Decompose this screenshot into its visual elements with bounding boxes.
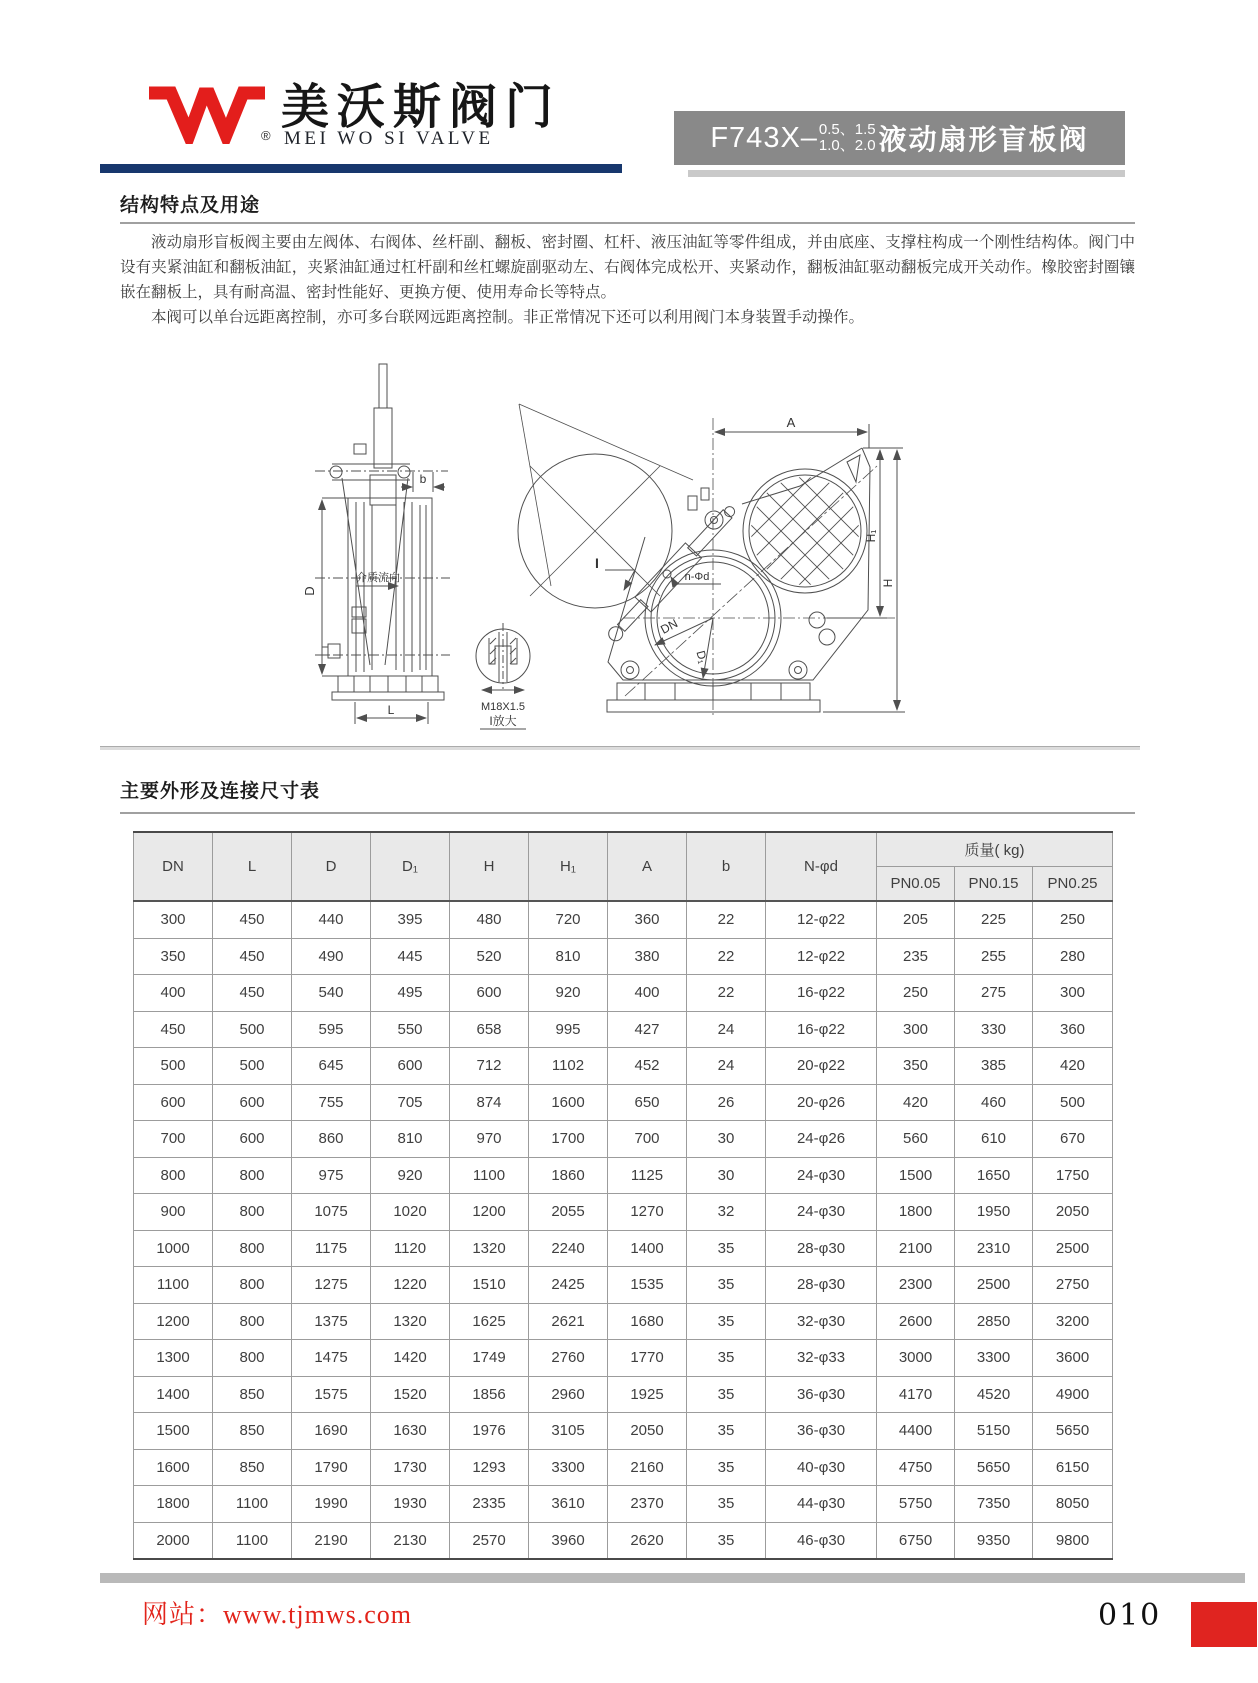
table-cell: 1120 [371,1230,450,1267]
table-cell: 16-φ22 [766,975,877,1012]
table-cell: 24 [687,1048,766,1085]
table-cell: 3610 [529,1486,608,1523]
website-link[interactable] [142,1594,412,1631]
table-cell: 35 [687,1376,766,1413]
table-cell: 9350 [955,1522,1033,1559]
table-row [134,1194,1113,1231]
website-label: 网站： [142,1600,224,1629]
table-cell: 400 [608,975,687,1012]
table-cell: 450 [134,1011,213,1048]
table-cell: 920 [371,1157,450,1194]
table-cell: 1293 [450,1449,529,1486]
table-cell: 28-φ30 [766,1230,877,1267]
table-cell: 8050 [1033,1486,1113,1523]
table-cell: 1860 [529,1157,608,1194]
table-cell: 1680 [608,1303,687,1340]
table-cell: 850 [213,1376,292,1413]
table-cell: 255 [955,938,1033,975]
table-row [134,901,1113,938]
table-cell: 22 [687,975,766,1012]
table-cell: 4750 [877,1449,955,1486]
table-cell: 24-φ30 [766,1194,877,1231]
table-cell: 520 [450,938,529,975]
table-cell: 1400 [608,1230,687,1267]
product-name: 液动扇形盲板阀 [878,124,1089,155]
table-cell: 275 [955,975,1033,1012]
table-cell: 40-φ30 [766,1449,877,1486]
table-cell: 1976 [450,1413,529,1450]
table-cell: 32-φ30 [766,1303,877,1340]
table-cell: 1100 [213,1522,292,1559]
table-cell: 670 [1033,1121,1113,1158]
table-cell: 2240 [529,1230,608,1267]
column-header-l: L [213,832,292,901]
table-cell: 700 [134,1121,213,1158]
table-cell: 1930 [371,1486,450,1523]
table-cell: 35 [687,1522,766,1559]
table-cell: 3300 [529,1449,608,1486]
table-cell: 1275 [292,1267,371,1304]
table-cell: 2425 [529,1267,608,1304]
table-cell: 450 [213,938,292,975]
table-cell: 1125 [608,1157,687,1194]
table-cell: 32 [687,1194,766,1231]
column-header-h1: H₁ [529,832,608,901]
table-row [134,1121,1113,1158]
table-cell: 1400 [134,1376,213,1413]
dimension-label-b: b [419,472,427,486]
table-cell: 30 [687,1157,766,1194]
table-row [134,1230,1113,1267]
table-cell: 35 [687,1267,766,1304]
table-cell: 2850 [955,1303,1033,1340]
table-cell: 1575 [292,1376,371,1413]
table-cell: 24 [687,1011,766,1048]
table-cell: 400 [134,975,213,1012]
website-url[interactable]: www.tjmws.com [223,1600,412,1629]
table-cell: 1020 [371,1194,450,1231]
table-cell: 450 [213,975,292,1012]
footer-accent-block [1191,1602,1257,1647]
table-cell: 3600 [1033,1340,1113,1377]
table-cell: 300 [1033,975,1113,1012]
page-number: 010 [1098,1598,1162,1633]
dimension-label-d: D [302,586,317,596]
table-cell: 9800 [1033,1522,1113,1559]
column-header-nphid: N-φd [766,832,877,901]
table-cell: 2500 [1033,1230,1113,1267]
table-cell: 4170 [877,1376,955,1413]
dimension-label-a: A [786,415,796,430]
table-cell: 26 [687,1084,766,1121]
table-cell: 600 [213,1121,292,1158]
table-cell: 420 [877,1084,955,1121]
table-cell: 500 [134,1048,213,1085]
table-cell: 280 [1033,938,1113,975]
table-cell: 24-φ30 [766,1157,877,1194]
table-cell: 900 [134,1194,213,1231]
table-cell: 1730 [371,1449,450,1486]
table-cell: 350 [877,1048,955,1085]
table-cell: 3105 [529,1413,608,1450]
table-cell: 1175 [292,1230,371,1267]
registered-mark-icon: ® [261,128,271,143]
table-cell: 3200 [1033,1303,1113,1340]
table-cell: 460 [955,1084,1033,1121]
table-cell: 44-φ30 [766,1486,877,1523]
table-cell: 330 [955,1011,1033,1048]
table-cell: 3300 [955,1340,1033,1377]
table-cell: 2960 [529,1376,608,1413]
table-cell: 495 [371,975,450,1012]
table-cell: 420 [1033,1048,1113,1085]
table-row [134,1376,1113,1413]
column-header-dn: DN [134,832,213,901]
table-cell: 800 [213,1303,292,1340]
table-cell: 20-φ26 [766,1084,877,1121]
dimensions-table-body [134,901,1113,1559]
table-cell: 35 [687,1340,766,1377]
table-cell: 755 [292,1084,371,1121]
table-cell: 810 [529,938,608,975]
dimension-label-dn: DN [658,616,681,637]
features-paragraph-1: 液动扇形盲板阀主要由左阀体、右阀体、丝杆副、翻板、密封圈、杠杆、液压油缸等零件组成，并由底座、支撑柱构成一个刚性结构体。阀门中设有夹紧油缸和翻板油缸，夹紧油缸通过杠杆副和丝杠螺旋副驱动左、右阀体完成松开、夹紧动作，翻板油缸驱动翻板完成开关动作。橡胶密封圈镶嵌在翻板上，具有耐高温、密封性能好、更换方便、使用寿命长等特点。 [120,234,1135,301]
table-cell: 1200 [450,1194,529,1231]
brand-name-en: MEI WO SI VALVE [284,128,494,149]
table-cell: 5650 [1033,1413,1113,1450]
table-cell: 860 [292,1121,371,1158]
table-cell: 2050 [608,1413,687,1450]
table-row [134,1486,1113,1523]
table-cell: 28-φ30 [766,1267,877,1304]
table-row [134,1011,1113,1048]
table-cell: 235 [877,938,955,975]
table-cell: 452 [608,1048,687,1085]
table-cell: 1320 [450,1230,529,1267]
table-cell: 1925 [608,1376,687,1413]
table-cell: 650 [608,1084,687,1121]
table-cell: 360 [608,901,687,938]
table-cell: 1600 [134,1449,213,1486]
table-cell: 35 [687,1449,766,1486]
table-cell: 1630 [371,1413,450,1450]
table-cell: 2160 [608,1449,687,1486]
table-cell: 850 [213,1413,292,1450]
table-cell: 480 [450,901,529,938]
pressure-ratings-bottom: 1.0、2.0 [818,137,876,154]
table-cell: 645 [292,1048,371,1085]
pressure-ratings-top: 0.5、1.5 [818,121,876,138]
section-title-dimensions: 主要外形及连接尺寸表 [120,781,321,802]
table-cell: 7350 [955,1486,1033,1523]
table-cell: 46-φ30 [766,1522,877,1559]
table-cell: 4400 [877,1413,955,1450]
table-cell: 2760 [529,1340,608,1377]
column-header-d: D [292,832,371,901]
table-cell: 712 [450,1048,529,1085]
table-cell: 24-φ26 [766,1121,877,1158]
table-cell: 16-φ22 [766,1011,877,1048]
table-cell: 800 [213,1230,292,1267]
bolt-pattern-label: n-Φd [684,571,710,583]
table-cell: 3960 [529,1522,608,1559]
detail-ref-label: I [595,555,599,571]
features-paragraph-2: 本阀可以单台远距离控制，亦可多台联网远距离控制。非正常情况下还可以利用阀门本身装置手动操作。 [151,309,865,326]
table-cell: 32-φ33 [766,1340,877,1377]
table-row [134,1413,1113,1450]
table-row [134,1048,1113,1085]
table-cell: 2750 [1033,1267,1113,1304]
table-cell: 975 [292,1157,371,1194]
column-header-d1: D₁ [371,832,450,901]
table-cell: 1102 [529,1048,608,1085]
table-cell: 2300 [877,1267,955,1304]
table-cell: 1100 [134,1267,213,1304]
table-cell: 4520 [955,1376,1033,1413]
table-cell: 4900 [1033,1376,1113,1413]
table-cell: 2370 [608,1486,687,1523]
table-cell: 1790 [292,1449,371,1486]
table-cell: 1420 [371,1340,450,1377]
table-cell: 5150 [955,1413,1033,1450]
section-title-features: 结构特点及用途 [120,195,261,216]
table-cell: 30 [687,1121,766,1158]
pressure-ratings [819,122,876,154]
banner-shadow [688,170,1125,177]
table-cell: 1800 [134,1486,213,1523]
table-cell: 550 [371,1011,450,1048]
dimensions-table [133,831,1113,1560]
table-cell: 2620 [608,1522,687,1559]
column-header-pn005: PN0.05 [877,867,955,902]
table-cell: 1856 [450,1376,529,1413]
column-header-pn015: PN0.15 [955,867,1033,902]
table-cell: 1510 [450,1267,529,1304]
table-cell: 1475 [292,1340,371,1377]
thread-spec-label: M18X1.5 [480,701,526,713]
table-cell: 600 [134,1084,213,1121]
table-cell: 2335 [450,1486,529,1523]
column-header-h: H [450,832,529,901]
table-cell: 500 [213,1048,292,1085]
table-cell: 500 [1033,1084,1113,1121]
table-cell: 1300 [134,1340,213,1377]
table-header-row-main [134,832,1113,867]
table-cell: 874 [450,1084,529,1121]
table-cell: 800 [213,1194,292,1231]
table-cell: 20-φ22 [766,1048,877,1085]
table-cell: 35 [687,1413,766,1450]
table-row [134,1522,1113,1559]
table-cell: 720 [529,901,608,938]
table-cell: 705 [371,1084,450,1121]
table-row [134,938,1113,975]
table-cell: 360 [1033,1011,1113,1048]
table-cell: 800 [213,1340,292,1377]
table-cell: 540 [292,975,371,1012]
table-cell: 22 [687,938,766,975]
column-header-weight-group: 质量( kg) [877,832,1113,867]
table-cell: 225 [955,901,1033,938]
table-row [134,1303,1113,1340]
table-row [134,1449,1113,1486]
table-row [134,1084,1113,1121]
table-cell: 35 [687,1303,766,1340]
table-cell: 427 [608,1011,687,1048]
table-cell: 12-φ22 [766,901,877,938]
table-row [134,1340,1113,1377]
table-cell: 600 [213,1084,292,1121]
table-cell: 1200 [134,1303,213,1340]
table-cell: 1100 [450,1157,529,1194]
table-cell: 2600 [877,1303,955,1340]
table-cell: 1520 [371,1376,450,1413]
table-cell: 490 [292,938,371,975]
brand-logo-icon [143,80,275,144]
table-cell: 1600 [529,1084,608,1121]
table-cell: 600 [450,975,529,1012]
table-cell: 5750 [877,1486,955,1523]
table-cell: 6150 [1033,1449,1113,1486]
valve-front-view-drawing [505,378,1010,723]
table-cell: 1075 [292,1194,371,1231]
table-cell: 800 [213,1157,292,1194]
column-header-a: A [608,832,687,901]
table-cell: 995 [529,1011,608,1048]
detail-caption-label: I放大 [489,714,517,728]
table-cell: 1800 [877,1194,955,1231]
table-row [134,1157,1113,1194]
table-cell: 2310 [955,1230,1033,1267]
table-cell: 12-φ22 [766,938,877,975]
table-cell: 560 [877,1121,955,1158]
table-cell: 1375 [292,1303,371,1340]
table-cell: 1500 [134,1413,213,1450]
table-cell: 2050 [1033,1194,1113,1231]
table-row [134,975,1113,1012]
table-cell: 1690 [292,1413,371,1450]
table-cell: 35 [687,1486,766,1523]
table-cell: 810 [371,1121,450,1158]
table-cell: 850 [213,1449,292,1486]
table-cell: 5650 [955,1449,1033,1486]
table-cell: 1270 [608,1194,687,1231]
column-header-pn025: PN0.25 [1033,867,1113,902]
table-cell: 1000 [134,1230,213,1267]
dimension-label-l: L [387,703,395,717]
header-divider-bar [100,164,622,173]
table-cell: 700 [608,1121,687,1158]
table-cell: 395 [371,901,450,938]
footer-divider-bar [100,1573,1245,1583]
table-cell: 450 [213,901,292,938]
table-cell: 658 [450,1011,529,1048]
table-cell: 1625 [450,1303,529,1340]
table-cell: 600 [371,1048,450,1085]
dimension-label-d1: D₁ [693,649,711,665]
table-cell: 1535 [608,1267,687,1304]
table-cell: 1750 [1033,1157,1113,1194]
table-cell: 300 [134,901,213,938]
table-cell: 3000 [877,1340,955,1377]
table-cell: 380 [608,938,687,975]
brand-name-cn: 美沃斯阀门 [281,81,562,134]
table-cell: 1220 [371,1267,450,1304]
table-cell: 800 [134,1157,213,1194]
section-rule [120,222,1135,224]
table-cell: 1500 [877,1157,955,1194]
table-cell: 610 [955,1121,1033,1158]
table-cell: 1650 [955,1157,1033,1194]
features-paragraphs [120,230,1135,330]
table-cell: 35 [687,1230,766,1267]
table-cell: 500 [213,1011,292,1048]
table-cell: 2190 [292,1522,371,1559]
table-cell: 22 [687,901,766,938]
table-cell: 970 [450,1121,529,1158]
table-cell: 2570 [450,1522,529,1559]
table-cell: 1950 [955,1194,1033,1231]
table-cell: 2621 [529,1303,608,1340]
table-cell: 36-φ30 [766,1413,877,1450]
table-cell: 2055 [529,1194,608,1231]
table-cell: 2130 [371,1522,450,1559]
table-cell: 1700 [529,1121,608,1158]
table-cell: 2500 [955,1267,1033,1304]
table-cell: 800 [213,1267,292,1304]
table-cell: 920 [529,975,608,1012]
table-cell: 300 [877,1011,955,1048]
model-code: F743X– [710,121,818,154]
table-cell: 250 [1033,901,1113,938]
table-cell: 250 [877,975,955,1012]
flow-direction-label: 介质流向 [356,572,400,584]
table-cell: 350 [134,938,213,975]
table-cell: 1100 [213,1486,292,1523]
table-cell: 36-φ30 [766,1376,877,1413]
table-cell: 1320 [371,1303,450,1340]
dimension-label-h1: H₁ [864,529,878,543]
table-cell: 1749 [450,1340,529,1377]
table-cell: 385 [955,1048,1033,1085]
section-rule-2 [120,812,1135,814]
table-cell: 1990 [292,1486,371,1523]
model-banner [674,111,1125,165]
column-header-b: b [687,832,766,901]
table-cell: 1770 [608,1340,687,1377]
dimension-label-h: H [881,578,895,588]
table-cell: 2000 [134,1522,213,1559]
section-divider [100,746,1140,750]
table-row [134,1267,1113,1304]
table-cell: 6750 [877,1522,955,1559]
table-cell: 205 [877,901,955,938]
table-cell: 595 [292,1011,371,1048]
table-cell: 2100 [877,1230,955,1267]
table-cell: 445 [371,938,450,975]
table-cell: 440 [292,901,371,938]
